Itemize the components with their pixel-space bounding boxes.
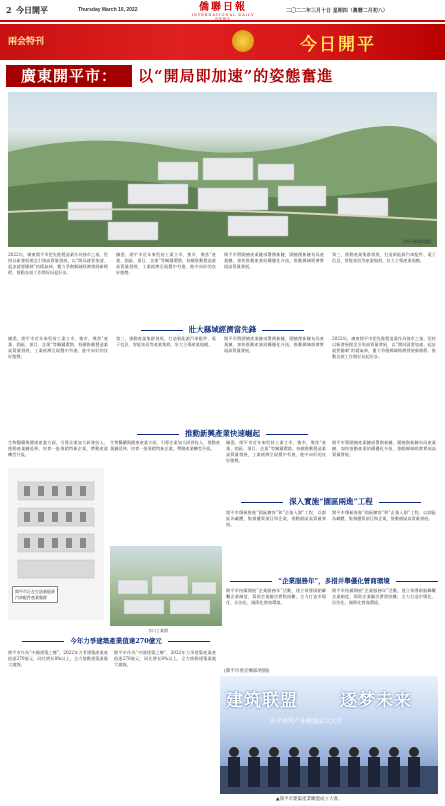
paragraph-s1-c: 開平市將圍繞產業鏈部署創新鏈，圍繞創新鏈布局產業鏈，加快推動產業結構優化升級，推動縣域經濟實現高質量發展。: [224, 336, 324, 354]
section-heading-3: 深入實施“園區兩進”工程: [220, 496, 442, 507]
section-name: 今日開平: [16, 5, 48, 15]
section-heading-1: 壯大縣域經濟當先鋒: [100, 324, 345, 335]
industrial-park-caption: 水口工業園: [148, 628, 168, 633]
photo-caption: 【開平融媒供圖】: [401, 239, 433, 244]
headline: [6, 63, 439, 89]
paper-name-en: INTERNATIONAL DAILY NEWS: [191, 13, 255, 21]
section-heading-4: “企業服務年”，多措并舉優化營商環境: [224, 576, 444, 585]
section-heading-5: 今年力爭建築產業值達270億元: [10, 636, 222, 645]
paragraph-s3-a: 開平市積極推進“園區擴容”和“企業入園”工程，以園區為載體，集聚優質項目和企業，推動園區高質量發展。: [226, 510, 326, 528]
paragraph-p1: 2022年，廣東開平市把先進製造業作為強市之基，堅持以新發展理念引領高質量發展，以“開局就要加速、起步就要衝刺”的精氣神，奮力爭創縣域經濟發展新標桿，推動各項工作開好局起好步。: [8, 252, 108, 276]
paragraph-s4-a: 開平市持續開展“企業服務年”活動，建立領導掛點聯繫企業制度，幫助企業解決實際困難，全力打造市場化、法治化、國際化營商環境。: [226, 588, 326, 606]
paragraph-s2-d: 開平市將圍繞產業鏈部署創新鏈，圍繞創新鏈布局產業鏈，加快推動產業結構優化升級，推動縣域經濟實現高質量發展。: [332, 440, 436, 458]
masthead-logo: [184, 2, 262, 20]
paragraph-s1-d: 2022年，廣東開平市把先進製造業作為強市之基，堅持以新發展理念引領高質量發展，以“開局就要加速、起步就要衝刺”的精氣神，奮力爭創縣域經濟發展新標桿，推動各項工作開好局起好步。: [332, 336, 436, 360]
paragraph-s1-a: 據悉，開平市近年來堅持工業立市、強市，聚焦“產業、園區、項目、企業”等關鍵環節，持續推動製造業高質量發展，工業經濟呈現穩中有進、進中向好的良好態勢。: [8, 336, 108, 360]
paragraph-p2: 據悉，開平市近年來堅持工業立市、強市，聚焦“產業、園區、項目、企業”等關鍵環節，持續推動製造業高質量發展，工業經濟呈現穩中有進、進中向好的良好態勢。: [116, 252, 216, 276]
paragraph-p3: 開平市將圍繞產業鏈部署創新鏈，圍繞創新鏈布局產業鏈，加快推動產業結構優化升級，推動縣域經濟實現高質量發展。: [224, 252, 324, 270]
paper-name: 僑聯日報: [199, 2, 247, 13]
group-of-people-illustration: [220, 730, 438, 794]
paragraph-s2-c: 據悉，開平市近年來堅持工業立市、強市，聚焦“產業、園區、項目、企業”等關鍵環節，持續推動製造業高質量發展，工業經濟呈現穩中有進、進中向好的良好態勢。: [226, 440, 326, 464]
factory-photo-caption: 開平市正在打造新能源汽車配件產業集群: [12, 586, 58, 603]
headline-boxed: 廣東開平市：: [6, 65, 132, 87]
industrial-park-illustration: [110, 546, 222, 626]
section-banner: [0, 24, 445, 60]
poster-slogan-left: 建筑联盟: [226, 691, 298, 711]
date-chinese: 二〇二二年三月十日 星期四（農曆二月初八）: [286, 8, 388, 14]
banner-right-label: 今日開平: [300, 35, 376, 55]
banner-left-label: 兩会特刊: [8, 37, 45, 47]
paragraph-s4-b: 開平市持續開展“企業服務年”活動，建立領導掛點聯繫企業制度，幫助企業解決實際困難，全力打造市場化、法治化、國際化營商環境。: [332, 588, 436, 606]
paragraph-p3b: 第三，推動產業集群發展，打造新能源汽車配件、電子信息、智能家居等產業集群，壯大主導產業規模。: [332, 252, 436, 264]
factory-photo: [8, 468, 104, 620]
poster-small-title: 开平建筑产业联盟成立大会: [270, 718, 343, 725]
paragraph-s3-b: 開平市積極推進“園區擴容”和“企業入園”工程，以園區為載體，集聚優質項目和企業，推動園區高質量發展。: [332, 510, 436, 522]
date-english: Thursday March 10, 2022: [78, 7, 138, 13]
paragraph-s2-a: 生物醫藥與健康產業方面，引導企業加大研發投入，推動產業鏈延伸，培育一批專精特新企業，帶動產業轉型升級。: [8, 440, 108, 458]
headline-rest: 以“開局即加速”的姿態奮進: [138, 67, 334, 85]
paragraph-s1-b: 第三，推動產業集群發展，打造新能源汽車配件、電子信息、智能家居等產業集群，壯大主導產業規模。: [116, 336, 216, 348]
aerial-city-illustration: [8, 92, 437, 247]
paragraph-s2-b: 生物醫藥與健康產業方面，引導企業加大研發投入，推動產業鏈延伸，培育一批專精特新企業，帶動產業轉型升級。: [110, 440, 220, 452]
page-header: [0, 0, 445, 22]
poster-caption: ▲開平市建築產業聯盟成立大會。: [276, 797, 343, 802]
paragraph-s5-b: 開平市作為“中國建築之鄉”，2022年力爭建築產業產值達270億元，同比增長8%以上，全力推動建築業做大做強。: [114, 650, 216, 668]
poster-credit: (開平市委宣傳部/供圖): [224, 669, 270, 674]
section-heading-2: 推動新興產業快速崛起: [100, 428, 345, 439]
aerial-city-photo: [8, 92, 437, 247]
page-number: 2: [6, 5, 12, 15]
alliance-meeting-photo: [220, 676, 438, 794]
poster-slogan-right: 逐梦未来: [340, 691, 412, 711]
paragraph-s5-a: 開平市作為“中國建築之鄉”，2022年力爭建築產業產值達270億元，同比增長8%以上，全力推動建築業做大做強。: [8, 650, 108, 668]
emblem-icon: [232, 30, 254, 52]
industrial-park-photo: [110, 546, 222, 626]
